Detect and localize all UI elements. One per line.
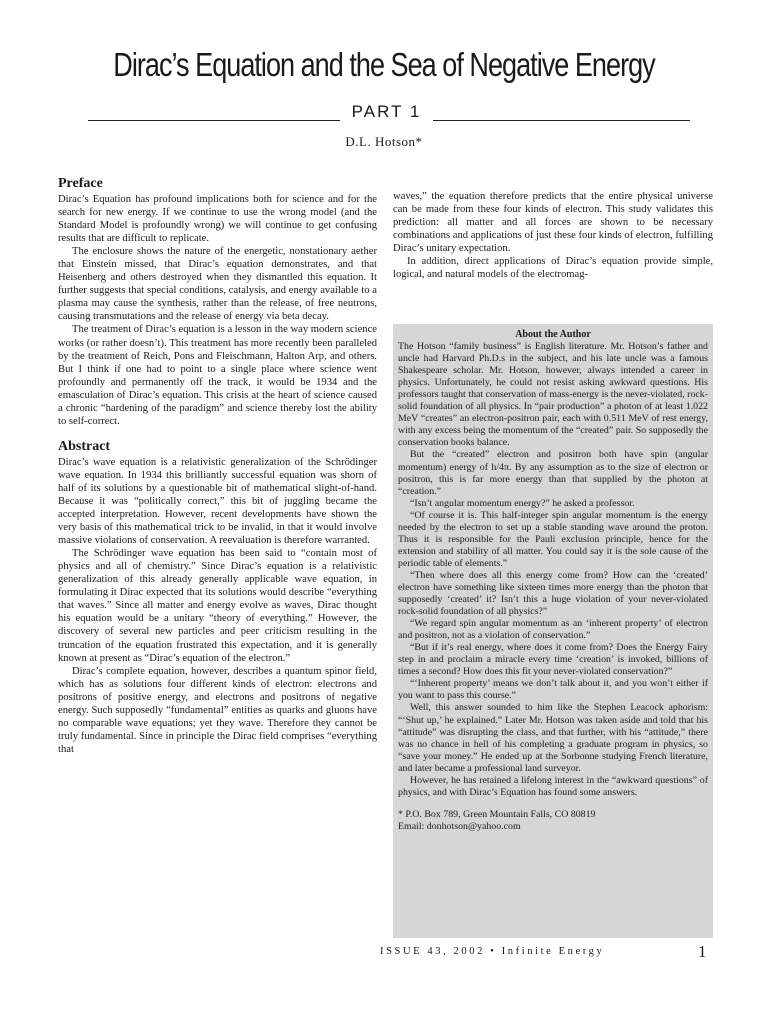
part-label: PART 1 [351, 102, 422, 121]
author-email: Email: donhotson@yahoo.com [398, 820, 521, 832]
left-column [58, 176, 377, 756]
footer-magazine: Infinite Energy [501, 946, 605, 957]
right-column-paragraph: waves,” the equation therefore predicts that the entire physical universe can be made from these four kinds of electron. This study validates this prediction: all matter and all forces are shown to be necessary combinations and applications of just these four kinds of electron, fulfilling Dirac’s unitary expectation. [393, 191, 713, 255]
page-footer [380, 946, 710, 964]
article-title: Dirac’s Equation and the Sea of Negative Energy [113, 46, 655, 83]
part-rule-left [88, 120, 340, 121]
about-author-paragraph: The Hotson “family business” is English literature. Mr. Hotson’s father and uncle had Harvard Ph.D.s in the subject, and his late uncle was a famous Shakespeare scholar. Mr. Hotson, however, always intended a career in physics. Unfortunately, he could not resist asking awkward questions. His professors taught that conservation of mass-energy is the never-violated, rock-solid foundation of all physics. In “pair production” a photon of at least 1.022 MeV “creates” an electron-positron pair, each with 0.511 MeV of rest energy, with any excess being the momentum of the “created” pair. So supposedly the conservation books balance. [398, 341, 708, 449]
about-author-paragraph: “But if it’s real energy, where does it come from? Does the Energy Fairy step in and proclaim a miracle every time ‘creation’ is invoked, billions of times a second? How does this fit your never-violated conservation?” [398, 642, 708, 678]
abstract-heading: Abstract [58, 438, 111, 454]
right-column-paragraph: In addition, direct applications of Dirac’s equation provide simple, logical, and natural models of the electromag- [393, 256, 713, 281]
part-rule-right [433, 120, 690, 121]
footer-issue: ISSUE 43, 2002 [380, 946, 485, 957]
about-author-paragraph: However, he has retained a lifelong interest in the “awkward questions” of physics, and with Dirac’s Equation has found some answers. [398, 774, 708, 798]
author-address: * P.O. Box 789, Green Mountain Falls, CO 80819 [398, 808, 596, 820]
preface-heading: Preface [58, 176, 103, 191]
preface-paragraph: Dirac’s Equation has profound implications both for science and for the search for new energy. If we continue to use the wrong model (and the Standard Model is profoundly wrong) we will continue to get confusing results that are difficult to replicate. [58, 194, 377, 245]
about-author-paragraph: “‘Inherent property’ means we don’t talk about it, and you won’t either if you want to pass this course.” [398, 678, 708, 702]
about-author-paragraph: “Of course it is. This half-integer spin angular momentum is the energy needed by the electron to set up a stable standing wave around the proton. Thus it is responsible for the Pauli exclusion principle, hence for the extension and stability of all matter. You could say it is the sole cause of the periodic table of elements.” [398, 509, 708, 569]
preface-paragraph: The enclosure shows the nature of the energetic, nonstationary aether that Einstein missed, that Dirac’s equation demonstrates, and that Heisenberg and others destroyed when they dismantled this equation. It further suggests that special conditions, catalysis, and energy available to a plasma may cause the synthesis, rather than the release, of free neutrons, causing transmutations and the release of energy via beta decay. [58, 246, 377, 323]
part-heading-row [88, 100, 690, 124]
author-byline: D.L. Hotson* [345, 134, 423, 149]
right-column [393, 190, 713, 281]
footer-bullet: • [490, 946, 497, 957]
about-author-paragraph: But the “created” electron and positron both have spin (angular momentum) energy of h/4π. By any assumption as to the size of electron or positron, this is far more energy than that supplied by the photon at “creation.” [398, 449, 708, 497]
abstract-paragraph: Dirac’s wave equation is a relativistic generalization of the Schrödinger wave equation. In 1934 this brilliantly successful equation was shorn of half of its solutions by a questionable bit of mathematical slight-of-hand. Because it was “politically correct,” this bit of juggling became the accepted interpretation. However, recent developments have shown the very basis of this mathematical trick to be invalid, in that it would involve massive violations of conservation. A reevaluation is therefore warranted. [58, 456, 377, 547]
about-author-paragraph: “Then where does all this energy come from? How can the ‘created’ electron have something like sixteen times more energy than the photon that supposedly ‘created’ it? Isn’t this a huge violation of your never-violated rock-solid foundation of all physics?” [398, 569, 708, 618]
preface-paragraph: The treatment of Dirac’s equation is a lesson in the way modern science works (or rather doesn’t). This treatment has more recently been paralleled by the treatment of Reich, Pons and Fleischmann, Halton Arp, and others. But I think if one had to point to a single place where science went profoundly and permanently off the track, it would be 1934 and the emasculation of Dirac’s equation. This crisis at the heart of science caused a chronic “hardening of the paradigm” and science thereby lost the ability to self-correct. [58, 324, 377, 427]
page-number: 1 [698, 942, 707, 961]
abstract-paragraph: Dirac’s complete equation, however, describes a quantum spinor field, which has as solutions four different kinds of electron: electrons and positrons of positive energy, and electrons and positrons of negative energy. Such supposedly “fundamental” entities as quarks and gluons have no comparable wave equations; yet they wave. Therefore they cannot be truly fundamental. Since in principle the Dirac field comprises “everything that [58, 665, 377, 755]
about-author-title: About the Author [515, 329, 591, 340]
about-author-paragraph: “Isn’t angular momentum energy?” he asked a professor. [410, 497, 635, 509]
abstract-paragraph: The Schrödinger wave equation has been said to “contain most of physics and all of chemistry.” Since Dirac’s equation is a relativistic generalization of this already generally applicable wave equation, in formulating it Dirac expected that its solutions would describe “everything that waves.” Since all matter and energy evolve as waves, Dirac thought his equation would be a unitary “theory of everything.” However, the discovery of several new particles and peer criticism resulting in the truncation of the equation frustrated this expectation, and it is generally known at present as “Dirac’s equation of the electron.” [58, 548, 377, 664]
about-author-paragraph: “We regard spin angular momentum as an ‘inherent property’ of electron and positron, not as a violation of conservation.” [398, 618, 708, 642]
author-contact [398, 809, 708, 833]
about-author-paragraph: Well, this answer sounded to him like the Stephen Leacock aphorism: “‘Shut up,’ he explained.” Later Mr. Hotson was taken aside and told that his “attitude” was disrupting the class, and that further, with his “attitude,” there was no chance in hell of his completing a graduate program in physics, so “save your money.” He ended up at the Sorbonne studying French literature, and later became a professional land surveyor. [398, 702, 708, 774]
about-author-box [393, 324, 713, 938]
